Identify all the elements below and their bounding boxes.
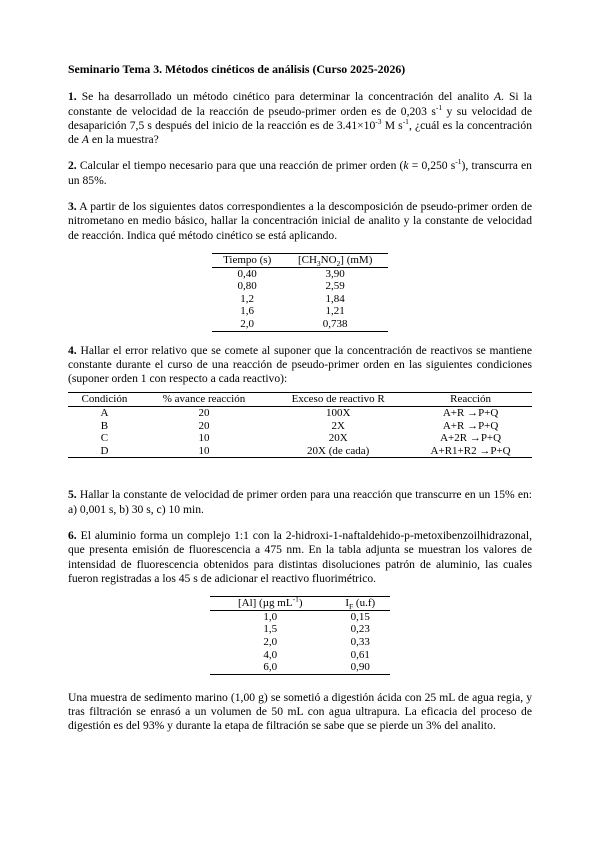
table-cell: 1,6 (240, 305, 255, 318)
column-header: Tiempo (s) (212, 253, 282, 267)
q2-exp: -1 (455, 157, 462, 167)
q2-text-b: = 0,250 s (408, 159, 456, 173)
q1-text-e: , ¿cuál es la concentración de (68, 118, 532, 147)
table-cell: 0,23 (350, 623, 370, 636)
table-cell: 0,61 (350, 648, 370, 661)
column-header: $I_F$ (u.f) (330, 597, 390, 611)
table-cell: 0,15 (350, 610, 370, 623)
q1-exp3: -1 (402, 117, 409, 127)
question-number: 2. (68, 159, 77, 173)
q1-exp1: -1 (435, 102, 443, 112)
question-number: 4. (68, 343, 77, 357)
table-cell: 0,90 (330, 661, 390, 674)
q1-text-d: M s (381, 118, 403, 132)
table-cell: 2,0 (212, 318, 282, 331)
table-cell: 1,84 (325, 292, 345, 305)
conditions-table (68, 392, 532, 458)
table-cell: 0,33 (350, 635, 370, 648)
question-number: 6. (68, 528, 77, 542)
table-row (210, 636, 390, 649)
table-row (68, 445, 532, 458)
q1-exp2: -3 (375, 117, 382, 127)
q1-text-f: en la muestra? (88, 133, 159, 147)
column-header: $[CH_3NO_2]$ (mM) (282, 253, 388, 267)
table-cell: 20X (328, 432, 348, 445)
q1-analyte: A (493, 90, 502, 104)
question-6 (68, 529, 532, 586)
question-2 (68, 159, 532, 188)
table-cell: A (100, 407, 109, 420)
question-number: 5. (68, 488, 77, 502)
table-cell: 20X (de cada) (267, 445, 409, 458)
question-4 (68, 344, 532, 387)
table-row (210, 649, 390, 662)
table-cell: 10 (141, 445, 267, 458)
q1-text-c: y su velocidad de desaparición 7,5 s después del inicio de la reacción es de 3.41×10 (68, 104, 532, 132)
table-cell: 0,80 (237, 280, 257, 293)
table-row (212, 305, 388, 318)
table-row (210, 610, 390, 623)
question-3 (68, 200, 532, 243)
table-row (212, 293, 388, 306)
table-cell: 4,0 (263, 648, 278, 661)
table-cell: 0,738 (282, 318, 388, 331)
table-header-row (210, 597, 390, 611)
table-cell: 1,0 (263, 610, 278, 623)
question-number: 1. (68, 90, 77, 104)
table-cell: 10 (198, 432, 210, 445)
table-cell: 20 (198, 407, 210, 420)
table-cell: A+R →P+Q (442, 419, 499, 432)
table-row (68, 407, 532, 420)
table-cell: 1,2 (240, 292, 255, 305)
q6-closing-paragraph: Una muestra de sedimento marino (1,00 g) se sometió a digestión ácida con 25 mL de agua regia, y tras filtración se enrasó a un volumen de 50 mL con agua ultrapura. La eficacia del proceso de digestión es del 93% y durante la etapa de filtración se sabe que se pierde un 3% del analito. (68, 690, 532, 733)
column-header: [Al] (µg $mL^{-1}$) (210, 597, 330, 611)
table-cell: 6,0 (210, 661, 330, 674)
table-cell: 3,90 (325, 267, 345, 280)
document-page (68, 62, 532, 734)
table-row (212, 318, 388, 331)
q4-text: Hallar el error relativo que se comete al suponer que la concentración de reactivos se mantiene constante durante el curso de una reacción de pseudo-primer orden en las siguientes condiciones (suponer orden 1 con respecto a cada reactivo): (68, 343, 532, 386)
table-cell: 1,5 (263, 623, 278, 636)
nitromethane-table (212, 253, 388, 332)
table-cell: 100X (325, 407, 351, 420)
table-row (210, 661, 390, 674)
table-cell: B (100, 419, 109, 432)
table-cell: D (68, 445, 141, 458)
column-header: Exceso de reactivo R (267, 393, 409, 407)
table-row (210, 623, 390, 636)
q2-text-c: ), transcurra en un 85%. (68, 159, 532, 187)
q3-text: A partir de los siguientes datos correspondientes a la descomposición de pseudo-primer orden de nitrometano en medio básico, hallar la concentración inicial de analito y la constante de velocidad de reacción. Indica qué método cinético se está aplicando. (68, 200, 532, 242)
table-cell: A+R1+R2 →P+Q (409, 445, 532, 458)
table-cell: 20 (198, 419, 210, 432)
table-cell: 0,40 (237, 267, 257, 280)
column-header: % avance reacción (141, 393, 267, 407)
table-header-row (68, 393, 532, 407)
table-cell: A+2R →P+Q (440, 432, 502, 445)
q5-text: Hallar la constante de velocidad de primer orden para una reacción que transcurre en un 15% en: a) 0,001 s, b) 30 s, c) 10 min. (68, 488, 532, 516)
table-row (212, 280, 388, 293)
q2-text-a: Calcular el tiempo necesario para que una reacción de primer orden ( (76, 159, 404, 173)
fluorescence-table (210, 596, 390, 675)
question-number: 3. (68, 200, 77, 214)
table-cell: 2,0 (263, 635, 278, 648)
table-row (68, 432, 532, 445)
q6-text: El aluminio forma un complejo 1:1 con la 2-hidroxi-1-naftaldehido-p-metoxibenzoilhidrazonal, que presenta emisión de fluorescencia a 475 nm. En la tabla adjunta se muestran los valores de intensidad de fluorescencia obtenidos para distintas disoluciones patrón de aluminio, las cuales fueron registradas a los 45 s de adicionar el reactivo fluorimétrico. (68, 528, 532, 585)
table-cell: 2X (331, 419, 345, 432)
question-1 (68, 90, 532, 147)
column-header: Condición (68, 393, 141, 407)
q1-analyte-2: A (81, 133, 89, 147)
q1-text-b: . Si la constante de velocidad de la reacción de pseudo-primer orden es de 0,203 s (68, 90, 532, 118)
column-header: Reacción (409, 393, 532, 407)
q1-text-a: Se ha desarrollado un método cinético para determinar la concentración del analito (76, 90, 494, 104)
table-header-row (212, 253, 388, 267)
table-cell: C (100, 432, 109, 445)
page-title: Seminario Tema 3. Métodos cinéticos de análisis (Curso 2025-2026) (68, 62, 406, 76)
table-row (68, 420, 532, 433)
table-cell: A+R →P+Q (442, 407, 499, 420)
table-cell: 2,59 (325, 280, 345, 293)
question-5 (68, 488, 532, 517)
q2-k: k (403, 159, 409, 173)
table-row (212, 267, 388, 280)
table-cell: 1,21 (325, 305, 345, 318)
